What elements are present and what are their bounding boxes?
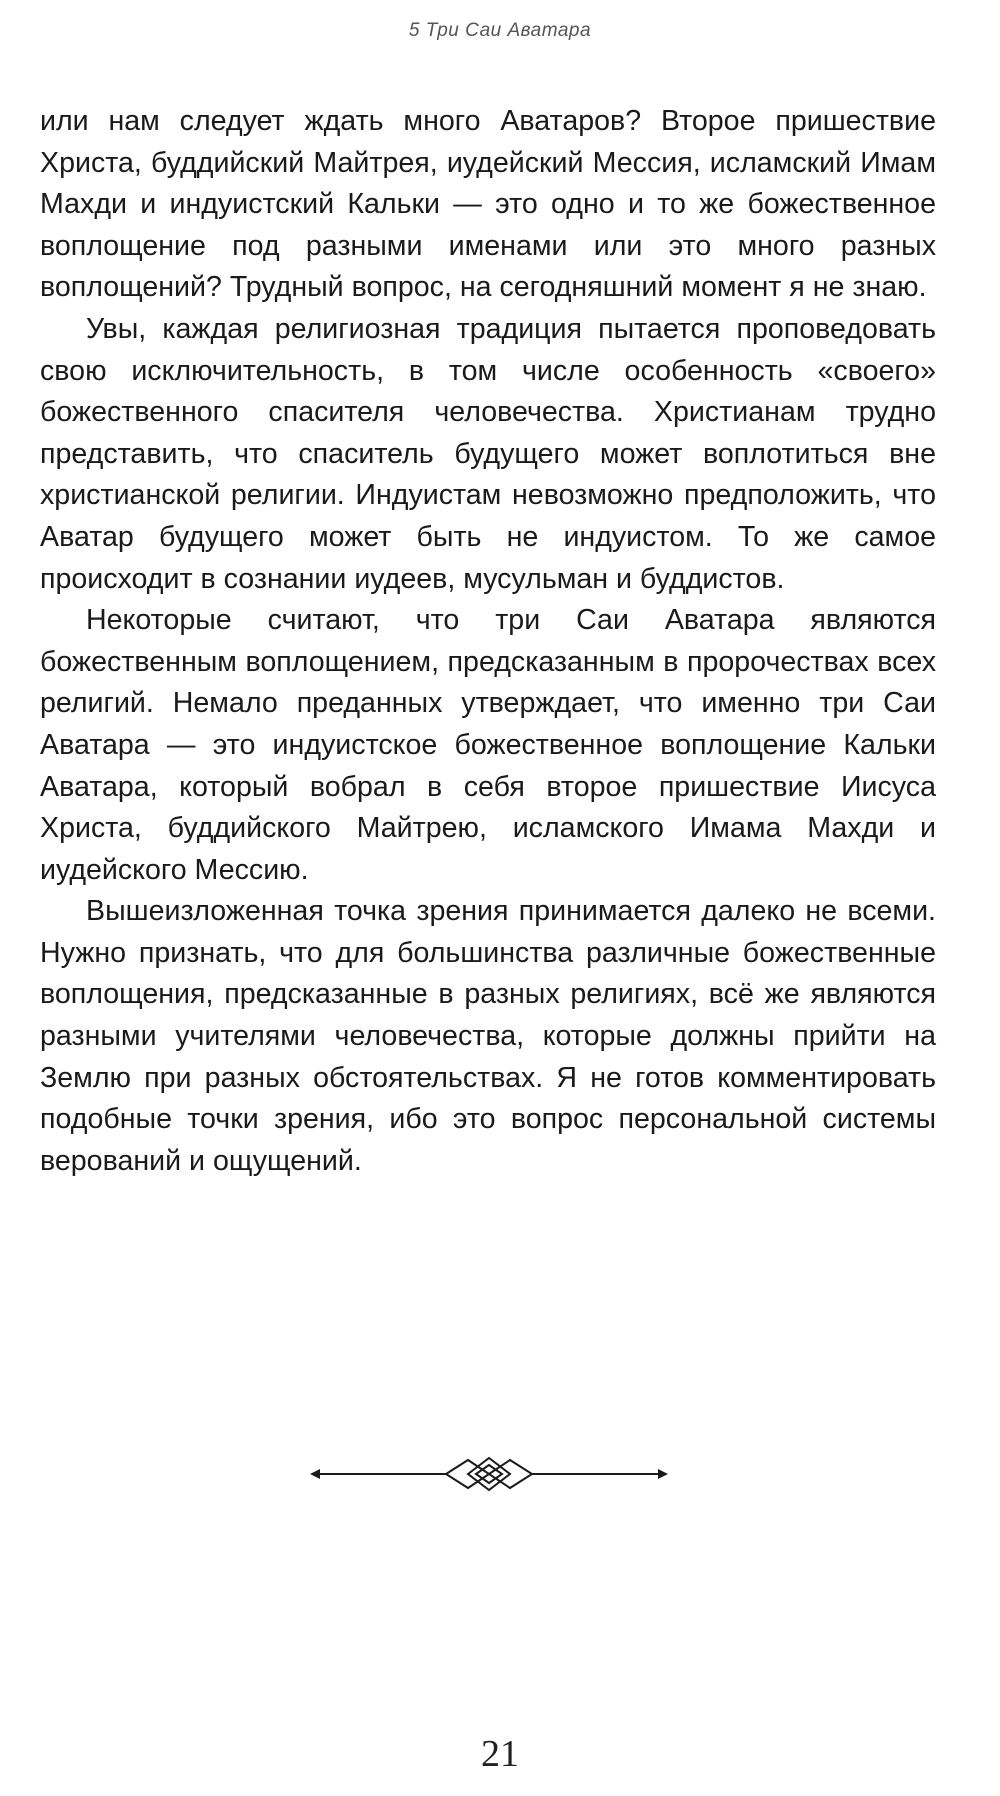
- paragraph-2: Увы, каждая религиозная традиция пытается проповедовать свою исключительность, в том числе особенность «своего» божественного спасителя человечества. Христианам трудно представить, что спаситель будущего может воплотиться вне христианской религии. Индуистам невозможно предположить, что Аватар будущего может быть не индуистом. То же самое происходит в сознании иудеев, мусульман и буддистов.: [40, 312, 936, 595]
- page-number: 21: [481, 1733, 519, 1775]
- paragraph-1: или нам следует ждать много Аватаров? Второе пришествие Христа, буддийский Майтрея, иудейский Мессия, исламский Имам Махди и индуистский Кальки — это одно и то же божественное воплощение под разными именами или это много разных воплощений? Трудный вопрос, на сегодняшний момент я не знаю.: [40, 105, 936, 304]
- body-text: [40, 101, 936, 1182]
- diamond-knot-divider-icon: [308, 1454, 670, 1494]
- running-header: 5 Три Саи Аватара: [408, 20, 592, 41]
- paragraph-3: Некоторые считают, что три Саи Аватара являются божественным воплощением, предсказанным в пророчествах всех религий. Немало преданных утверждает, что именно три Саи Аватара — это индуистское божественное воплощение Кальки Аватара, который вобрал в себя второе пришествие Иисуса Христа, буддийского Майтрею, исламского Имама Махди и иудейского Мессию.: [40, 604, 936, 886]
- paragraph-4: Вышеизложенная точка зрения принимается далеко не всеми. Нужно признать, что для большинства различные божественные воплощения, предсказанные в разных религиях, всё же являются разными учителями человечества, которые должны прийти на Землю при разных обстоятельствах. Я не готов комментировать подобные точки зрения, ибо это вопрос персональной системы верований и ощущений.: [40, 895, 936, 1177]
